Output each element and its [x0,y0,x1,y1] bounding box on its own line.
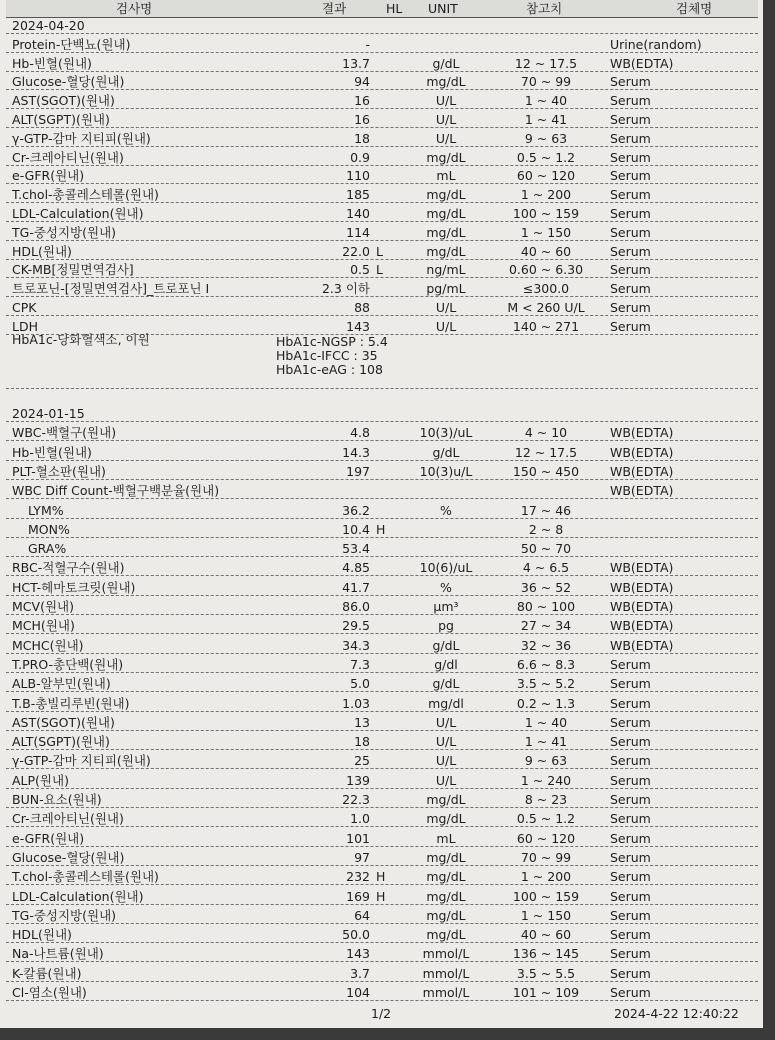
reference-range: 0.5 ~ 1.2 [516,149,576,165]
specimen: Serum [610,811,651,827]
specimen: WB(EDTA) [610,444,674,460]
unit: 10(3)u/L [419,463,473,479]
unit: g/dL [432,444,460,460]
unit: g/dL [432,676,460,692]
unit: mg/dL [426,74,466,90]
test-name: ALP(원내) [12,772,69,788]
reference-range: 17 ~ 46 [520,502,572,518]
unit: pg [438,618,454,634]
reference-range: 60 ~ 120 [516,830,576,846]
reference-range: 6.6 ~ 8.3 [516,656,576,672]
specimen: Serum [610,168,651,184]
specimen: Serum [610,772,651,788]
test-name: γ-GTP-감마 지티피(원내) [12,130,151,146]
result-value: 104 [346,985,370,1000]
specimen: Serum [610,985,651,1000]
unit: mg/dL [426,243,466,259]
page-number: 1/2 [371,1006,392,1021]
reference-range: 50 ~ 70 [520,541,572,557]
reference-range: 4 ~ 10 [524,425,568,441]
test-name: LYM% [28,502,64,518]
reference-range: 2 ~ 8 [528,521,564,537]
result-row [6,965,758,982]
hl-flag: H [376,869,386,885]
reference-range: M < 260 U/L [507,300,585,315]
hba1c-block [6,328,758,389]
test-name: TG-중성지방(원내) [12,907,117,923]
reference-range: 101 ~ 109 [512,985,580,1000]
result-value: 143 [346,318,370,334]
reference-range: 12 ~ 17.5 [514,55,578,71]
result-value: 22.3 [342,792,370,807]
result-row [6,111,758,128]
result-row [6,984,758,1001]
unit: g/dl [434,656,458,672]
reference-range: 100 ~ 159 [512,206,580,221]
header-unit: UNIT [428,1,458,16]
result-value: 16 [354,93,370,109]
specimen: WB(EDTA) [610,637,674,653]
reference-range: 40 ~ 60 [520,243,572,259]
test-name: WBC Diff Count-백혈구백분율(원내) [12,483,220,499]
result-row [6,695,758,712]
specimen: Serum [610,888,651,904]
specimen: Serum [610,927,651,943]
unit: mL [436,168,456,184]
specimen: WB(EDTA) [610,618,674,634]
test-name: MCV(원내) [12,599,74,614]
result-row [6,149,758,166]
result-row [6,73,758,90]
reference-range: 12 ~ 17.5 [514,444,578,460]
test-name: e-GFR(원내) [12,830,85,846]
reference-range: 70 ~ 99 [520,74,572,90]
result-value: 185 [346,187,370,203]
hba1c-ngsp: HbA1c-NGSP : 5.4 [276,334,388,349]
test-name: Cr-크레아티닌(원내) [12,811,124,827]
result-value: 53.4 [342,541,370,557]
specimen: Serum [610,753,651,769]
unit: mg/dL [426,206,466,221]
result-value: 197 [346,463,370,479]
specimen: Serum [610,792,651,807]
result-row [6,540,758,557]
test-name: ALT(SGPT)(원내) [12,112,110,127]
unit: U/L [435,714,457,730]
hl-flag: H [376,521,386,537]
unit: 10(3)/uL [419,425,473,441]
unit: mmol/L [422,985,470,1000]
test-name: ALB-알부민(원내) [12,676,111,692]
test-name: GRA% [28,541,67,557]
unit: ng/mL [426,262,466,278]
page-footer [6,1004,758,1024]
reference-range: 100 ~ 159 [512,888,580,904]
result-row [6,656,758,673]
test-name: Cr-크레아티닌(원내) [12,149,124,165]
test-name: WBC-백혈구(원내) [12,425,117,441]
result-value: 10.4 [342,521,370,537]
reference-range: 0.60 ~ 6.30 [508,262,584,278]
unit: mg/dL [426,811,466,827]
header-hl: HL [386,1,403,16]
result-row [6,502,758,519]
specimen: Serum [610,714,651,730]
unit: mg/dL [426,927,466,943]
test-name: ALT(SGPT)(원내) [12,734,110,750]
header-reference: 참고치 [526,1,563,16]
result-value: 29.5 [342,618,370,634]
unit: mg/dL [426,792,466,807]
unit: U/L [435,772,457,788]
specimen: Serum [610,281,651,297]
result-row [6,424,758,441]
reference-range: 1 ~ 150 [520,224,572,240]
result-value: 88 [354,300,370,315]
result-row [6,810,758,827]
reference-range: 3.5 ~ 5.5 [516,965,576,981]
section-date-row [6,405,758,422]
specimen: Serum [610,907,651,923]
reference-range: 136 ~ 145 [512,946,580,962]
unit: mmol/L [422,946,470,962]
print-timestamp: 2024-4-22 12:40:22 [614,1006,739,1021]
test-name: HDL(원내) [12,927,72,943]
result-value: 94 [354,74,370,90]
unit: g/dL [432,637,460,653]
reference-range: 1 ~ 41 [524,734,568,750]
result-row [6,849,758,866]
test-name: RBC-적혈구수(원내) [12,560,125,576]
test-name: Hb-빈혈(원내) [12,444,92,460]
result-value: 18 [354,734,370,750]
result-row [6,733,758,750]
specimen: Serum [610,656,651,672]
result-row [6,280,758,297]
unit: mg/dl [428,695,464,711]
unit: mg/dL [426,907,466,923]
unit: mg/dL [426,149,466,165]
result-value: 34.3 [342,637,370,653]
unit: U/L [435,112,457,127]
unit: U/L [435,318,457,334]
result-value: 41.7 [342,579,370,595]
result-row [6,205,758,222]
result-value: 101 [346,830,370,846]
result-value: 169 [346,888,370,904]
hl-flag: L [376,262,383,278]
result-value: 64 [354,907,370,923]
specimen: Serum [610,149,651,165]
test-name: T.chol-총콜레스테롤(원내) [12,187,159,203]
result-value: 1.03 [342,695,370,711]
result-value: 36.2 [342,502,370,518]
specimen: WB(EDTA) [610,425,674,441]
specimen: Urine(random) [610,36,702,52]
result-value: 110 [346,168,370,184]
specimen: Serum [610,74,651,90]
specimen: Serum [610,830,651,846]
hba1c-eag: HbA1c-eAG : 108 [276,362,383,377]
result-row [6,559,758,576]
test-name: Hb-빈혈(원내) [12,55,92,71]
test-name: HCT-헤마토크릿(원내) [12,579,136,595]
result-row [6,791,758,808]
unit: 10(6)/uL [419,560,473,576]
result-value: 5.0 [350,676,370,692]
result-value: 86.0 [342,599,370,614]
result-value: 22.0 [342,243,370,259]
test-name: T.chol-총콜레스테롤(원내) [12,869,159,885]
result-value: 1.0 [350,811,370,827]
test-name: HDL(원내) [12,243,72,259]
unit: mg/dL [426,224,466,240]
reference-range: 150 ~ 450 [512,463,580,479]
unit: mg/dL [426,888,466,904]
unit: % [440,502,452,518]
unit: μm³ [433,599,459,614]
result-row [6,907,758,924]
reference-range: 140 ~ 271 [512,318,580,334]
specimen: Serum [610,130,651,146]
test-name: Glucose-혈당(원내) [12,74,125,90]
result-row [6,579,758,596]
hba1c-ifcc: HbA1c-IFCC : 35 [276,348,378,363]
test-name: T.B-총빌리루빈(원내) [12,695,130,711]
result-row [6,888,758,905]
result-row [6,92,758,109]
specimen: WB(EDTA) [610,483,674,499]
unit: mmol/L [422,965,470,981]
result-value: 143 [346,946,370,962]
specimen: Serum [610,849,651,865]
reference-range: 4 ~ 6.5 [522,560,570,576]
test-name: BUN-요소(원내) [12,792,102,807]
header-test-name: 검사명 [116,1,153,16]
specimen: WB(EDTA) [610,579,674,595]
result-value: 140 [346,206,370,221]
unit: U/L [435,130,457,146]
result-value: 50.0 [342,927,370,943]
result-row [6,868,758,885]
result-row [6,675,758,692]
result-value: 13 [354,714,370,730]
test-name: CPK [12,300,37,315]
specimen: Serum [610,112,651,127]
unit: U/L [435,753,457,769]
test-name: 트로포닌-[정밀면역검사]_트로포닌 I [12,281,210,297]
section-date: 2024-04-20 [12,18,85,33]
specimen: Serum [610,965,651,981]
specimen: Serum [610,695,651,711]
unit: g/dL [432,55,460,71]
reference-range: ≤300.0 [522,281,570,297]
result-row [6,482,758,499]
reference-range: 0.2 ~ 1.3 [516,695,576,711]
specimen: WB(EDTA) [610,560,674,576]
result-value: - [365,36,370,52]
unit: U/L [435,734,457,750]
test-name: MON% [28,521,70,537]
test-name: CK-MB[정밀면역검사] [12,262,134,278]
specimen: Serum [610,243,651,259]
unit: mL [436,830,456,846]
result-value: 16 [354,112,370,127]
result-row [6,299,758,316]
reference-range: 27 ~ 34 [520,618,572,634]
result-row [6,55,758,72]
test-name: Protein-단백뇨(원내) [12,36,131,52]
result-value: 232 [346,869,370,885]
result-row [6,463,758,480]
specimen: Serum [610,206,651,221]
result-row [6,752,758,769]
test-name: LDH [12,318,38,334]
result-value: 14.3 [342,444,370,460]
specimen: Serum [610,946,651,962]
specimen: WB(EDTA) [610,599,674,614]
test-name: Na-나트륨(원내) [12,946,104,962]
specimen: Serum [610,187,651,203]
test-name: AST(SGOT)(원내) [12,714,115,730]
specimen: Serum [610,676,651,692]
result-value: 139 [346,772,370,788]
reference-range: 1 ~ 40 [524,93,568,109]
unit: mg/dL [426,869,466,885]
table-header [6,0,758,18]
result-row [6,186,758,203]
result-row [6,130,758,147]
unit: pg/mL [426,281,466,297]
hba1c-name: HbA1c-당화혈색소, 이원 [12,332,150,347]
specimen: Serum [610,93,651,109]
result-value: 4.8 [350,425,370,441]
result-value: 13.7 [342,55,370,71]
result-value: 7.3 [350,656,370,672]
test-name: Cl-염소(원내) [12,985,87,1000]
specimen: WB(EDTA) [610,463,674,479]
test-name: TG-중성지방(원내) [12,224,117,240]
section-date-row [6,17,758,34]
result-value: 3.7 [350,965,370,981]
result-value: 18 [354,130,370,146]
reference-range: 1 ~ 240 [520,772,572,788]
header-specimen: 검체명 [676,1,713,16]
result-value: 25 [354,753,370,769]
specimen: Serum [610,734,651,750]
unit: mg/dL [426,187,466,203]
reference-range: 40 ~ 60 [520,927,572,943]
result-value: 0.9 [350,149,370,165]
header-result: 결과 [322,1,347,16]
reference-range: 0.5 ~ 1.2 [516,811,576,827]
reference-range: 9 ~ 63 [524,130,568,146]
result-value: 97 [354,849,370,865]
specimen: Serum [610,318,651,334]
specimen: Serum [610,869,651,885]
test-name: LDL-Calculation(원내) [12,888,144,904]
reference-range: 80 ~ 100 [516,599,576,614]
result-row [6,926,758,943]
test-name: K-칼륨(원내) [12,965,82,981]
hl-flag: L [376,243,383,259]
reference-range: 8 ~ 23 [524,792,568,807]
reference-range: 1 ~ 41 [524,112,568,127]
result-row [6,637,758,654]
result-row [6,36,758,53]
result-value: 0.5 [350,262,370,278]
reference-range: 36 ~ 52 [520,579,572,595]
result-row [6,243,758,260]
result-value: 2.3 이하 [321,281,370,297]
test-name: AST(SGOT)(원내) [12,93,115,109]
specimen: WB(EDTA) [610,55,674,71]
reference-range: 1 ~ 200 [520,869,572,885]
result-row [6,261,758,278]
unit: mg/dL [426,849,466,865]
reference-range: 70 ~ 99 [520,849,572,865]
unit: % [440,579,452,595]
result-row [6,444,758,461]
test-name: T.PRO-총단백(원내) [12,656,124,672]
result-row [6,598,758,615]
reference-range: 32 ~ 36 [520,637,572,653]
specimen: Serum [610,262,651,278]
result-value: 4.85 [342,560,370,576]
test-name: PLT-혈소판(원내) [12,463,106,479]
reference-range: 1 ~ 40 [524,714,568,730]
test-name: γ-GTP-감마 지티피(원내) [12,753,151,769]
result-row [6,167,758,184]
test-name: MCH(원내) [12,618,75,634]
result-row [6,521,758,538]
reference-range: 60 ~ 120 [516,168,576,184]
result-row [6,945,758,962]
reference-range: 9 ~ 63 [524,753,568,769]
unit: U/L [435,300,457,315]
test-name: e-GFR(원내) [12,168,85,184]
result-row [6,830,758,847]
specimen: Serum [610,300,651,315]
result-row [6,224,758,241]
result-row [6,772,758,789]
unit: U/L [435,93,457,109]
test-name: Glucose-혈당(원내) [12,849,125,865]
result-row [6,714,758,731]
reference-range: 1 ~ 150 [520,907,572,923]
reference-range: 1 ~ 200 [520,187,572,203]
test-name: LDL-Calculation(원내) [12,206,144,221]
reference-range: 3.5 ~ 5.2 [516,676,576,692]
test-name: MCHC(원내) [12,637,84,653]
result-value: 114 [346,224,370,240]
specimen: Serum [610,224,651,240]
result-row [6,617,758,634]
section-date: 2024-01-15 [12,406,85,421]
hl-flag: H [376,888,386,904]
